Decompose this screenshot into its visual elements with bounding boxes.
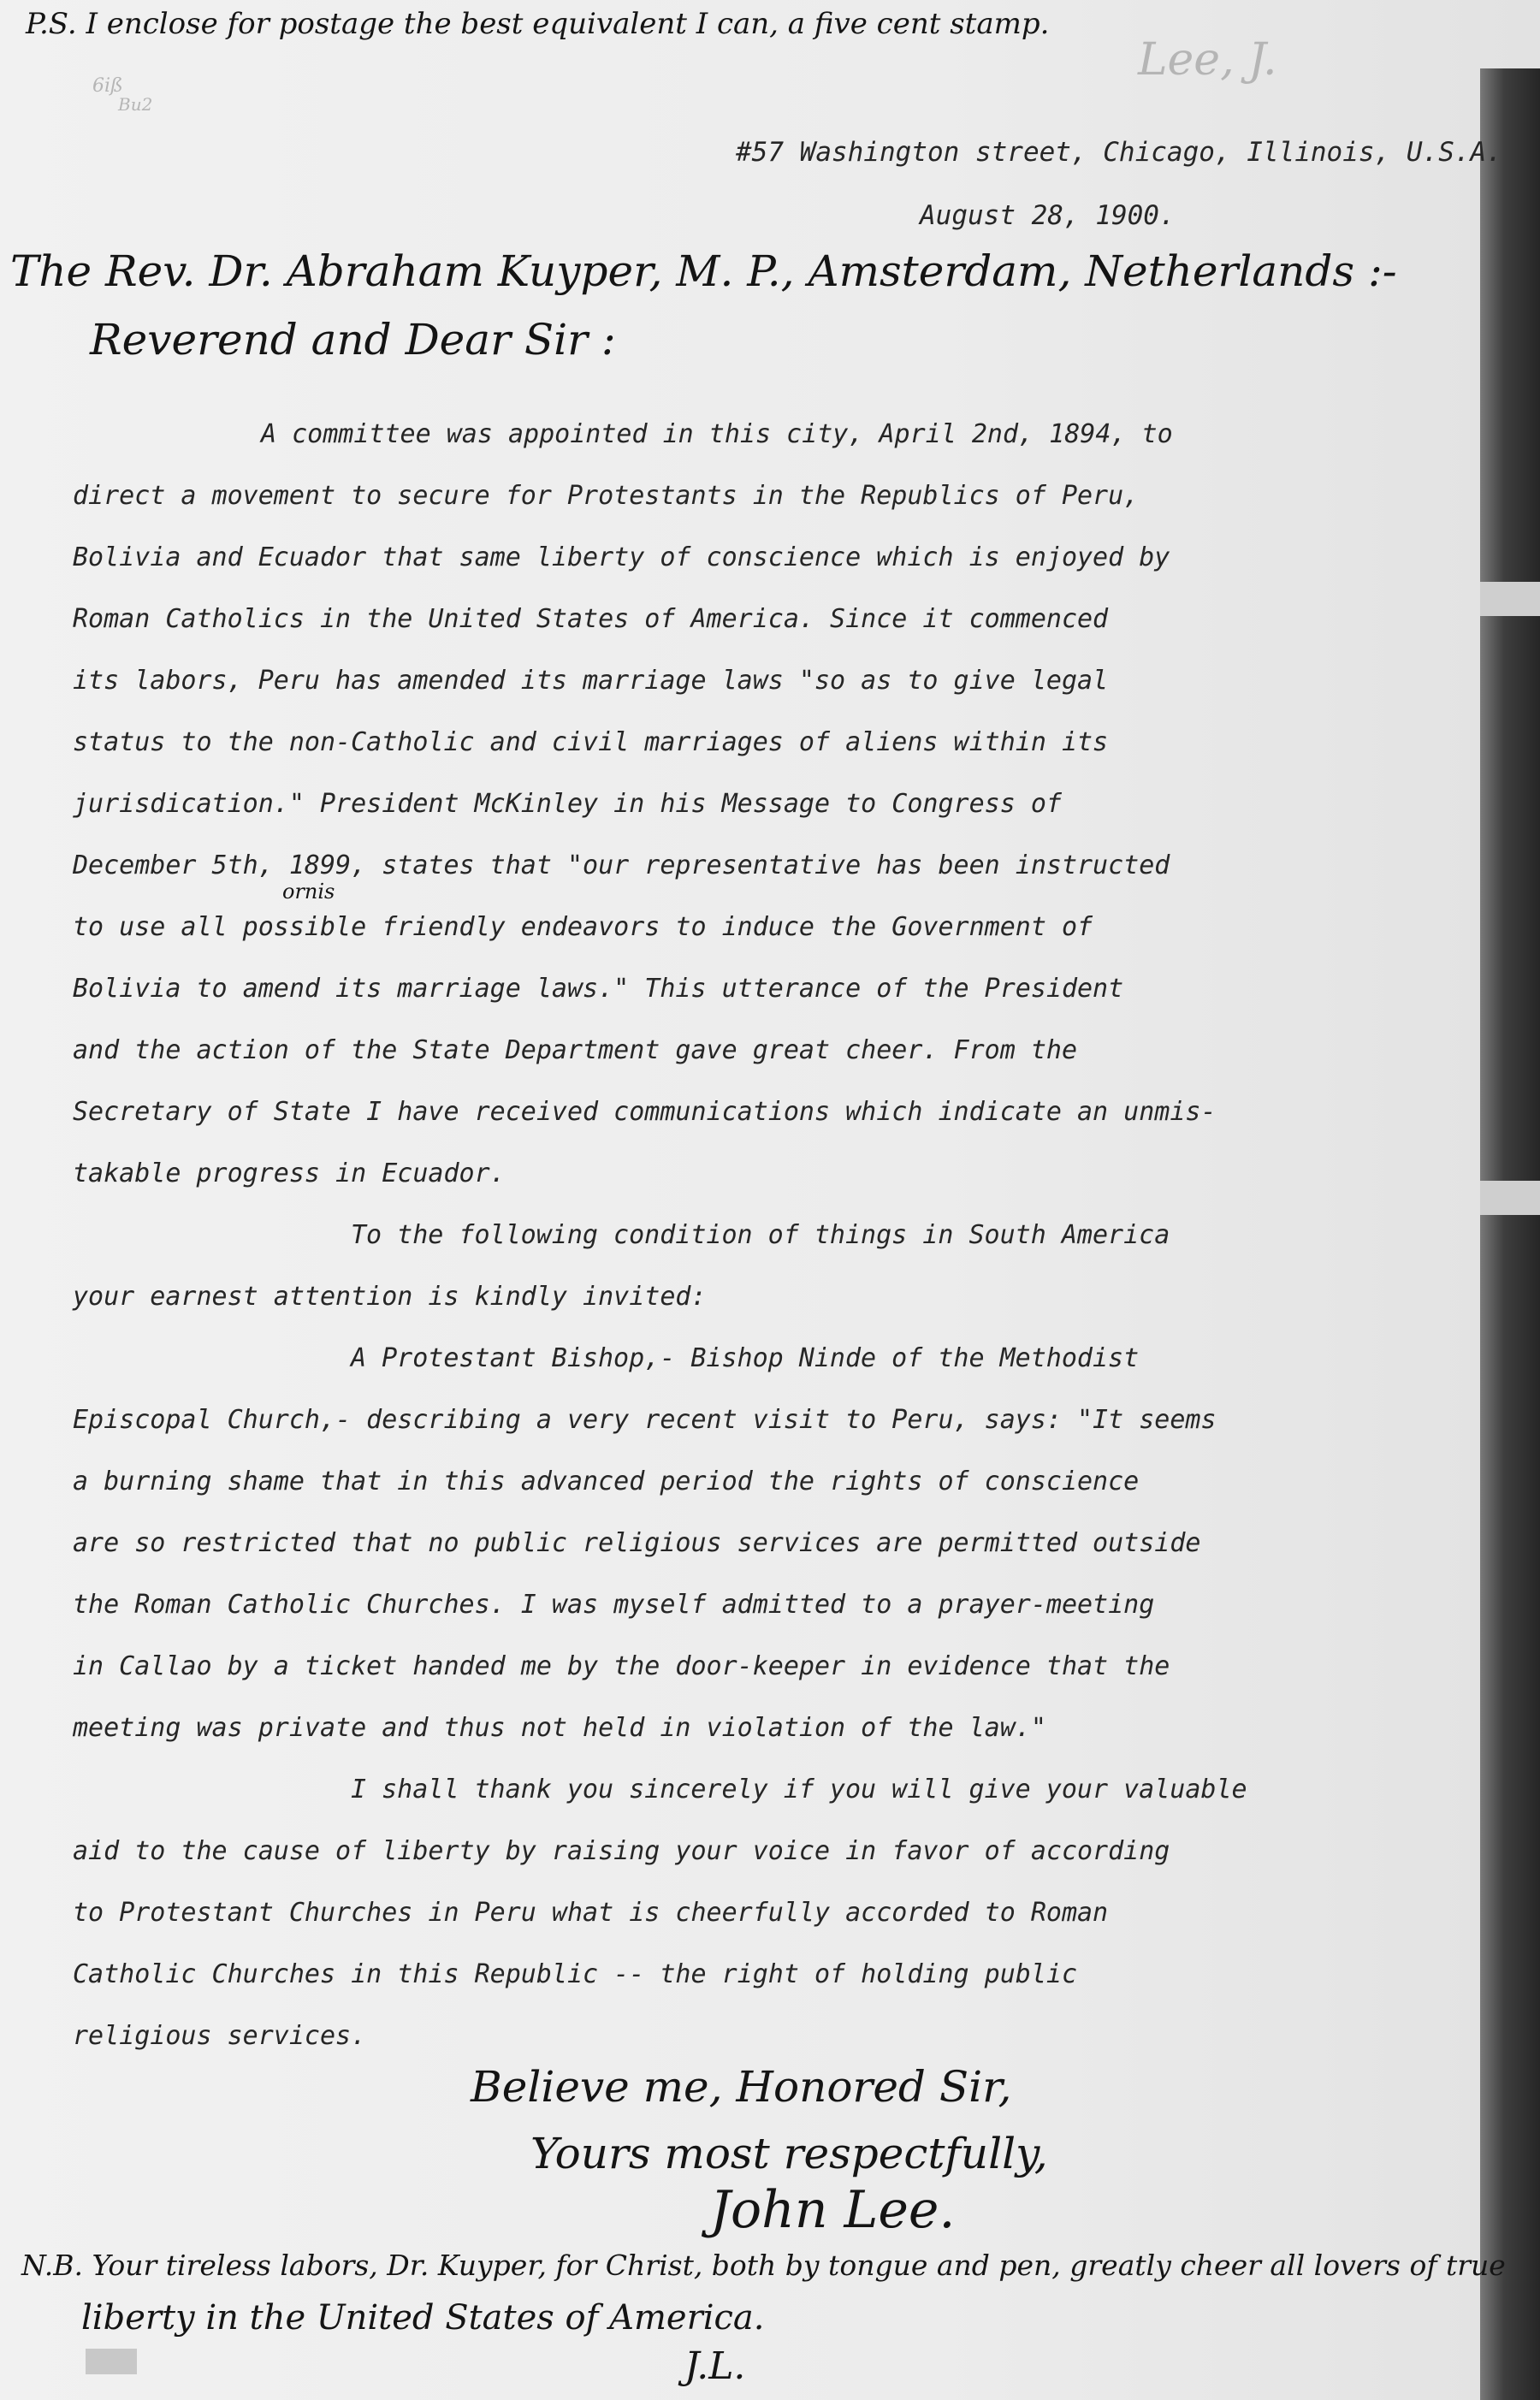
- sender-address: #57 Washington street, Chicago, Illinois, U.S.A.: [736, 137, 1502, 168]
- body-line: and the action of the State Department gave great cheer. From the: [73, 1035, 1077, 1065]
- body-line: the Roman Catholic Churches. I was myself admitted to a prayer-meeting: [73, 1590, 1155, 1620]
- body-line: status to the non-Catholic and civil marriages of aliens within its: [73, 727, 1109, 757]
- signature: John Lee.: [710, 2180, 956, 2240]
- stamp-mark: [86, 2349, 137, 2374]
- body-line: To the following condition of things in South America: [351, 1220, 1170, 1250]
- body-line: your earnest attention is kindly invited:: [73, 1282, 707, 1312]
- nb-note-line: N.B. Your tireless labors, Dr. Kuyper, for Christ, both by tongue and pen, greatly cheer all lovers of true: [21, 2249, 1506, 2282]
- body-line: Secretary of State I have received communications which indicate an unmis-: [73, 1097, 1217, 1127]
- body-line: takable progress in Ecuador.: [73, 1159, 506, 1188]
- body-line: Bolivia and Ecuador that same liberty of conscience which is enjoyed by: [73, 542, 1170, 572]
- addressee: The Rev. Dr. Abraham Kuyper, M. P., Amsterdam, Netherlands :-: [10, 246, 1397, 296]
- interlinear-correction: ornis: [282, 880, 335, 904]
- body-line: to use all possible friendly endeavors to induce the Government of: [73, 912, 1093, 942]
- body-line: A committee was appointed in this city, April 2nd, 1894, to: [261, 419, 1173, 449]
- body-line: aid to the cause of liberty by raising your voice in favor of according: [73, 1836, 1170, 1866]
- file-name-mark: Lee, J.: [1138, 34, 1277, 86]
- postscript-note: P.S. I enclose for postage the best equivalent I can, a five cent stamp.: [26, 7, 1050, 41]
- closing-line: Yours most respectfully,: [530, 2129, 1048, 2178]
- body-line: to Protestant Churches in Peru what is cheerfully accorded to Roman: [73, 1898, 1109, 1928]
- initials: J.L.: [684, 2344, 746, 2388]
- body-line: jurisdication." President McKinley in his Message to Congress of: [73, 789, 1062, 819]
- body-line: direct a movement to secure for Protestants in the Republics of Peru,: [73, 481, 1140, 511]
- body-line: I shall thank you sincerely if you will give your valuable: [351, 1775, 1247, 1804]
- body-line: its labors, Peru has amended its marriage laws "so as to give legal: [73, 666, 1109, 696]
- closing-line: Believe me, Honored Sir,: [471, 2062, 1012, 2112]
- body-line: in Callao by a ticket handed me by the door-keeper in evidence that the: [73, 1651, 1170, 1681]
- file-mark-2: Bu2: [118, 94, 153, 115]
- file-mark-1: 6iß: [92, 75, 123, 97]
- body-line: are so restricted that no public religious services are permitted outside: [73, 1528, 1201, 1558]
- body-line: a burning shame that in this advanced period the rights of conscience: [73, 1467, 1140, 1496]
- body-line: A Protestant Bishop,- Bishop Ninde of the Methodist: [351, 1343, 1140, 1373]
- body-line: Catholic Churches in this Republic -- the right of holding public: [73, 1959, 1077, 1989]
- letter-date: August 28, 1900.: [920, 200, 1176, 231]
- page-edge-gap: [1480, 582, 1540, 616]
- body-line: religious services.: [73, 2021, 367, 2051]
- body-line: meeting was private and thus not held in violation of the law.": [73, 1713, 1046, 1743]
- page-edge-shadow: [1480, 68, 1540, 2400]
- salutation: Reverend and Dear Sir :: [90, 315, 616, 364]
- body-line: December 5th, 1899, states that "our representative has been instructed: [73, 850, 1170, 880]
- nb-note-line: liberty in the United States of America.: [81, 2298, 765, 2338]
- body-line: Roman Catholics in the United States of America. Since it commenced: [73, 604, 1109, 634]
- body-line: Episcopal Church,- describing a very recent visit to Peru, says: "It seems: [73, 1405, 1217, 1435]
- page-edge-gap: [1480, 1181, 1540, 1215]
- body-line: Bolivia to amend its marriage laws." This utterance of the President: [73, 974, 1124, 1004]
